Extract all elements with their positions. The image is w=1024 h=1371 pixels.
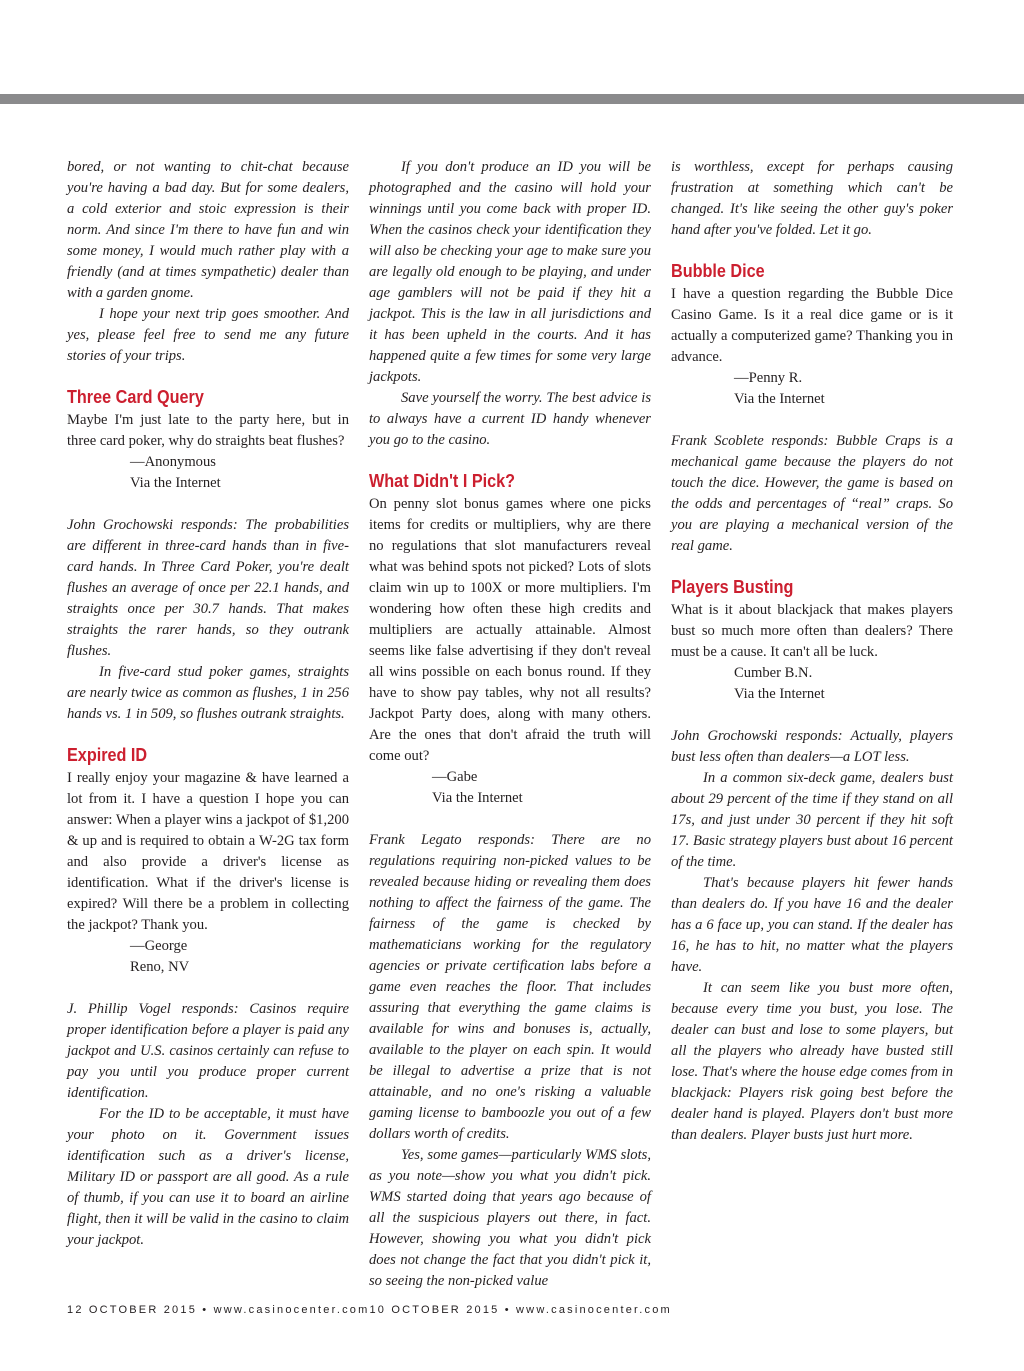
reader-question: On penny slot bonus games where one picks items for credits or multipliers, why are there no regulations that slot manufacturers reveal what was behind spots not picked? Lots of slots claim win up to 100X or more multipliers. I'm wondering how often these high credits and multipliers are actually attainable. Almost seems like false advertising if they don't reveal all wins possible on each bonus round. If they have to show pay tables, why not all results? Jackpot Party does, along with many others. Are the ones that don't afraid the truth will come out?	[369, 496, 651, 764]
answer-paragraph: John Grochowski responds: The probabilities are different in three-card hands than in five-card hands. In Three Card Poker, you're dealt flushes an average of once per 22.1 hands, and straights once per 30.7 hands. That makes straights the rarer hands, so they outrank flushes.	[67, 517, 349, 659]
section-heading-bubble-dice: Bubble Dice	[671, 261, 765, 281]
signature-name: —George	[130, 938, 188, 954]
answer-paragraph: For the ID to be acceptable, it must have your photo on it. Government issues identification such as a driver's license, Military ID or passport are all good. As a rule of thumb, if you can use it to board an airline flight, then it will be valid in the casino to claim your jackpot.	[67, 1106, 349, 1248]
signature-name: Cumber B.N.	[734, 665, 813, 681]
section-heading-what-didnt-i-pick: What Didn't I Pick?	[369, 471, 516, 491]
page-footer: 12 OCTOBER 2015 • www.casinocenter.com10 OCTOBER 2015 • www.casinocenter.com	[67, 1304, 672, 1316]
column-3	[671, 157, 953, 1146]
answer-paragraph: I hope your next trip goes smoother. And yes, please feel free to send me any future stories of your trips.	[67, 306, 349, 364]
answer-paragraph: In a common six-deck game, dealers bust about 29 percent of the time if they stand on all 17s, and just under 30 percent if they hit soft 17. Basic strategy players bust about 16 percent of the time.	[671, 770, 953, 870]
answer-paragraph: Frank Legato responds: There are no regulations requiring non-picked values to be revealed because hiding or revealing them does nothing to affect the fairness of the game. The fairness of the game is checked by mathematicians working for the regulatory agencies or private certification labs before a game even reaches the floor. That includes assuring that everything the game claims is available for wins and bonuses is, actually, available to the player on each spin. It would be illegal to advertise a prize that is not attainable, and no one's risking a valuable gaming license to bamboozle you out of a few dollars worth of credits.	[369, 832, 651, 1142]
signature-location: Via the Internet	[130, 475, 221, 491]
answer-paragraph: is worthless, except for perhaps causing frustration at something which can't be changed. It's like seeing the other guy's poker hand after you've folded. Let it go.	[671, 159, 953, 238]
answer-paragraph: John Grochowski responds: Actually, players bust less often than dealers—a LOT less.	[671, 728, 953, 765]
answer-paragraph: It can seem like you bust more often, because every time you bust, you lose. The dealer can bust and lose to some players, but all the players who already have busted still lose. That's where the house edge comes from in blackjack: Players risk going best before the dealer hand is played. Players don't bust more than dealers. Player busts just hurt more.	[671, 980, 953, 1143]
section-heading-players-busting: Players Busting	[671, 577, 794, 597]
reader-question: Maybe I'm just late to the party here, but in three card poker, why do straights beat flushes?	[67, 412, 349, 449]
section-heading-three-card-query: Three Card Query	[67, 387, 204, 407]
signature-location: Via the Internet	[734, 686, 825, 702]
answer-paragraph: Save yourself the worry. The best advice is to always have a current ID handy whenever you go to the casino.	[369, 390, 651, 448]
signature-location: Via the Internet	[432, 790, 523, 806]
signature-name: —Anonymous	[130, 454, 216, 470]
answer-paragraph: That's because players hit fewer hands than dealers do. If you have 16 and the dealer has a 6 face up, you can stand. If the dealer has 16, he has to hit, no matter what the players have.	[671, 875, 953, 975]
answer-paragraph: Yes, some games—particularly WMS slots, as you note—show you what you didn't pick. WMS started doing that years ago because of all the suspicious players out there, in fact. However, showing you what you didn't pick does not change the fact that you didn't pick it, so seeing the non-picked value	[369, 1147, 651, 1289]
section-heading-expired-id: Expired ID	[67, 745, 148, 765]
column-1	[67, 157, 349, 1251]
signature-name: —Penny R.	[734, 370, 803, 386]
answer-paragraph: Frank Scoblete responds: Bubble Craps is a mechanical game because the players do not touch the dice. However, the game is based on the odds and percentages of “real” craps. So you are playing a mechanical version of the real game.	[671, 433, 953, 554]
column-2	[369, 157, 651, 1292]
signature-location: Reno, NV	[130, 959, 190, 975]
reader-question: I really enjoy your magazine & have learned a lot from it. I have a question I hope you can answer: When a player wins a jackpot of $1,200 & up and is required to obtain a W-2G tax form and also provide a driver's license as identification. What if the driver's license is expired? Will there be a problem in collecting the jackpot? Thank you.	[67, 770, 349, 933]
reader-question: I have a question regarding the Bubble Dice Casino Game. Is it a real dice game or is it actually a computerized game? Thanking you in advance.	[671, 286, 953, 365]
answer-paragraph: J. Phillip Vogel responds: Casinos require proper identification before a player is paid any jackpot and U.S. casinos certainly can refuse to pay you until you produce proper current identification.	[67, 1001, 349, 1101]
answer-paragraph: In five-card stud poker games, straights are nearly twice as common as flushes, 1 in 256 hands vs. 1 in 509, so flushes outrank straights.	[67, 664, 349, 722]
answer-paragraph: bored, or not wanting to chit-chat because you're having a bad day. But for some dealers, a cold exterior and stoic expression is their norm. And since I'm there to have fun and win some money, I would much rather play with a friendly (and at times sympathetic) dealer than with a garden gnome.	[67, 159, 349, 301]
header-rule	[0, 94, 1024, 104]
signature-name: —Gabe	[432, 769, 478, 785]
reader-question: What is it about blackjack that makes players bust so much more often than dealers? There must be a cause. It can't all be luck.	[671, 602, 953, 660]
signature-location: Via the Internet	[734, 391, 825, 407]
answer-paragraph: If you don't produce an ID you will be photographed and the casino will hold your winnings until you come back with proper ID. When the casinos check your identification they will also be checking your age to make sure you are legally old enough to be playing, and under age gamblers will not be paid if they hit a jackpot. This is the law in all jurisdictions and it has been upheld in the courts. And it has happened quite a few times for some very large jackpots.	[369, 159, 651, 385]
